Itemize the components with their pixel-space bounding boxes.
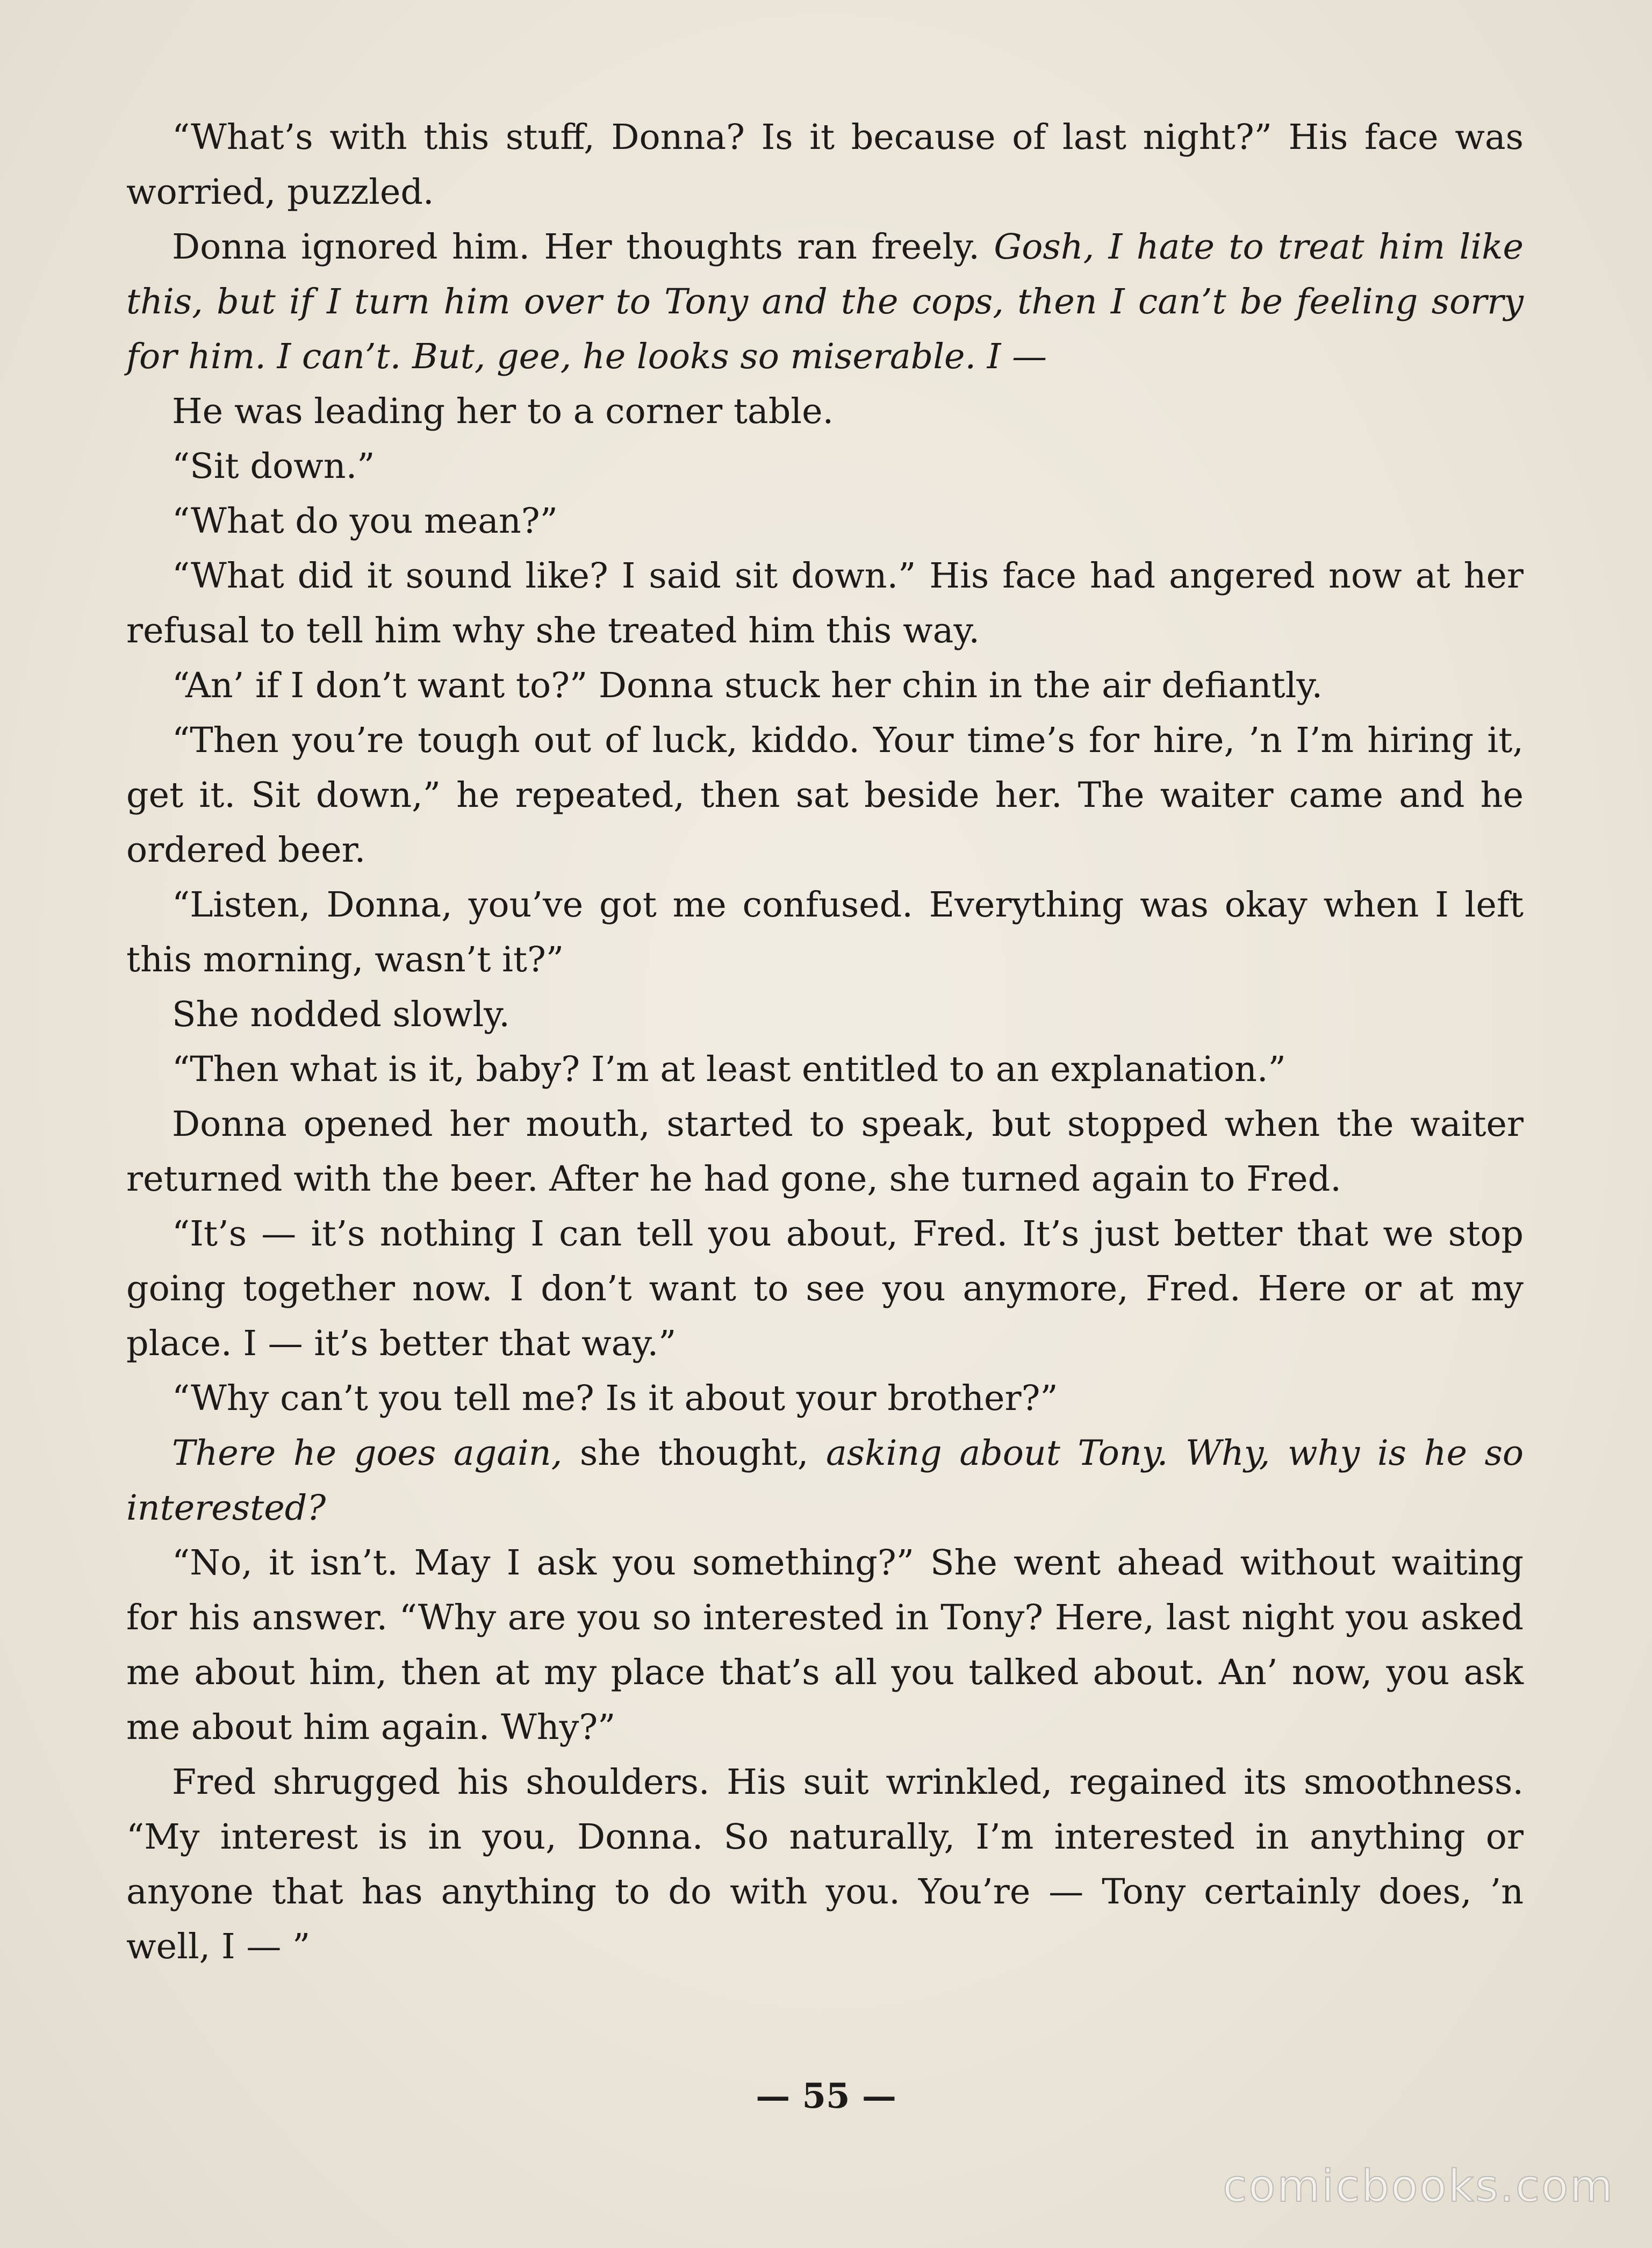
paragraph xyxy=(126,1042,1524,1097)
text-run: Donna ignored him. Her thoughts ran freely. xyxy=(172,227,994,267)
text-run: “Then you’re tough out of luck, kiddo. Your time’s for hire, ’n I’m hiring it, get it. Sit down,” he repeated, then sat beside her. The waiter came and he ordered beer. xyxy=(126,720,1524,870)
paragraph xyxy=(126,220,1524,384)
paragraph xyxy=(126,658,1524,713)
paragraph xyxy=(126,1371,1524,1426)
text-run: “What did it sound like? I said sit down.” His face had angered now at her refusal to tell him why she treated him this way. xyxy=(126,556,1524,651)
text-run: “It’s — it’s nothing I can tell you about, Fred. It’s just better that we stop going together now. I don’t want to see you anymore, Fred. Here or at my place. I — it’s better that way.” xyxy=(126,1214,1524,1364)
text-run: “An’ if I don’t want to?” Donna stuck her chin in the air defiantly. xyxy=(172,665,1323,706)
paragraph xyxy=(126,439,1524,494)
paragraph xyxy=(126,549,1524,658)
paragraph xyxy=(126,384,1524,439)
paragraph xyxy=(126,1536,1524,1755)
text-run: Donna opened her mouth, started to speak, but stopped when the waiter returned with the beer. After he had gone, she turned again to Fred. xyxy=(126,1104,1524,1199)
paragraph xyxy=(126,1207,1524,1371)
paragraph xyxy=(126,1755,1524,1974)
paragraph xyxy=(126,713,1524,878)
text-run: Fred shrugged his shoulders. His suit wrinkled, regained its smoothness. “My interest is in you, Donna. So naturally, I’m interested in anything or anyone that has anything to do with you. You’re — Tony certainly does, ’n well, I — ” xyxy=(126,1762,1524,1967)
text-run: “Sit down.” xyxy=(172,446,375,486)
body-text xyxy=(126,110,1524,1974)
paragraph xyxy=(126,110,1524,220)
paragraph xyxy=(126,987,1524,1042)
text-run: She nodded slowly. xyxy=(172,994,510,1035)
watermark-logo: comicbooks.com xyxy=(1223,2161,1614,2212)
paragraph xyxy=(126,1097,1524,1207)
text-run: “Why can’t you tell me? Is it about your brother?” xyxy=(172,1378,1058,1419)
paragraph xyxy=(126,494,1524,549)
page-number: — 55 — xyxy=(756,2076,896,2116)
italic-text: asking about Tony. Why, why is he so interested? xyxy=(126,1433,1524,1528)
text-run: He was leading her to a corner table. xyxy=(172,391,834,432)
paragraph xyxy=(126,878,1524,987)
text-run: “No, it isn’t. May I ask you something?” She went ahead without waiting for his answer. “Why are you so interested in Tony? Here, last night you asked me about him, then at my place that’s all you talked about. An’ now, you ask me about him again. Why?” xyxy=(126,1543,1524,1748)
italic-text: Gosh, I hate to treat him like this, but if I turn him over to Tony and the cops, then I can’t be feeling sorry for him. I can’t. But, gee, he looks so miserable. I — xyxy=(126,227,1524,377)
text-run: she thought, xyxy=(562,1433,826,1473)
text-run: “What do you mean?” xyxy=(172,501,558,541)
text-run: “What’s with this stuff, Donna? Is it because of last night?” His face was worried, puzzled. xyxy=(126,117,1524,212)
paragraph xyxy=(126,1426,1524,1536)
text-run: “Then what is it, baby? I’m at least entitled to an explanation.” xyxy=(172,1049,1286,1090)
italic-text: There he goes again, xyxy=(172,1433,563,1473)
text-run: “Listen, Donna, you’ve got me confused. Everything was okay when I left this morning, wasn’t it?” xyxy=(126,885,1524,980)
